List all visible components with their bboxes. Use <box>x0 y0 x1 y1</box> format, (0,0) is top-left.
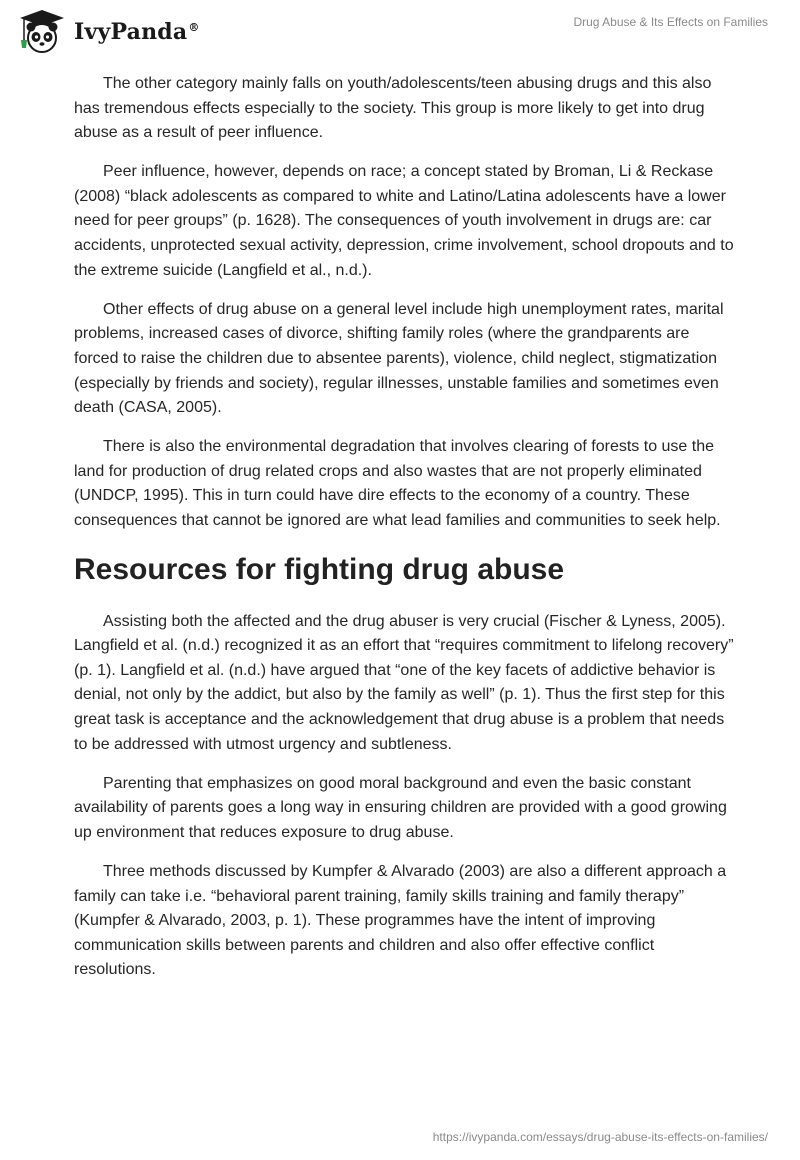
paragraph: There is also the environmental degradation that involves clearing of forests to use the land for production of drug related crops and also wastes that are not properly eliminated (UNDCP, 1995). This in turn could have dire effects to the economy of a country. These consequences that cannot be ignored are what lead families and communities to seek help. <box>74 438 721 529</box>
brand-name: IvyPanda® <box>74 19 200 45</box>
paragraph: Assisting both the affected and the drug abuser is very crucial (Fischer & Lyness, 2005). Langfield et al. (n.d.) recognized it as an effort that “requires commitment to lifelong recovery” (p. 1). Langfield et al. (n.d.) have argued that “one of the key facets of addictive behavior is denial, not only by the addict, but also by the family as well” (p. 1). Thus the first step for this great task is acceptance and the acknowledgement that drug abuse is a problem that needs to be addressed with utmost urgency and subtleness. <box>74 612 734 753</box>
panda-graduate-icon <box>14 8 70 56</box>
page-header <box>0 0 800 70</box>
paragraph: Three methods discussed by Kumpfer & Alvarado (2003) are also a different approach a family can take i.e. “behavioral parent training, family skills training and family therapy” (Kumpfer & Alvarado, 2003, p. 1). These programmes have the intent of improving communication skills between parents and children and also offer effective conflict resolutions. <box>74 862 727 979</box>
document-title: Drug Abuse & Its Effects on Families <box>573 15 768 29</box>
brand-logo[interactable] <box>14 8 200 56</box>
paragraph: Peer influence, however, depends on race; a concept stated by Broman, Li & Reckase (2008) “black adolescents as compared to white and Latino/Latina adolescents have a lower need for peer groups” (p. 1628). The consequences of youth involvement in drugs are: car accidents, unprotected sexual activity, depression, crime involvement, school dropouts and to the extreme suicide (Langfield et al., n.d.). <box>74 163 734 279</box>
essay-content <box>74 72 734 997</box>
paragraph: The other category mainly falls on youth/adolescents/teen abusing drugs and this also has tremendous effects especially to the society. This group is more likely to get into drug abuse as a result of peer influence. <box>74 75 712 142</box>
source-url-link[interactable]: https://ivypanda.com/essays/drug-abuse-its-effects-on-families/ <box>432 1130 768 1144</box>
paragraph: Parenting that emphasizes on good moral background and even the basic constant availability of parents goes a long way in ensuring children are provided with a good growing up environment that reduces exposure to drug abuse. <box>74 774 727 841</box>
paragraph: Other effects of drug abuse on a general level include high unemployment rates, marital problems, increased cases of divorce, shifting family roles (where the grandparents are forced to raise the children due to absentee parents), violence, child neglect, stigmatization (especially by friends and society), regular illnesses, unstable families and sometimes even death (CASA, 2005). <box>74 300 724 417</box>
section-heading: Resources for fighting drug abuse <box>74 552 565 586</box>
